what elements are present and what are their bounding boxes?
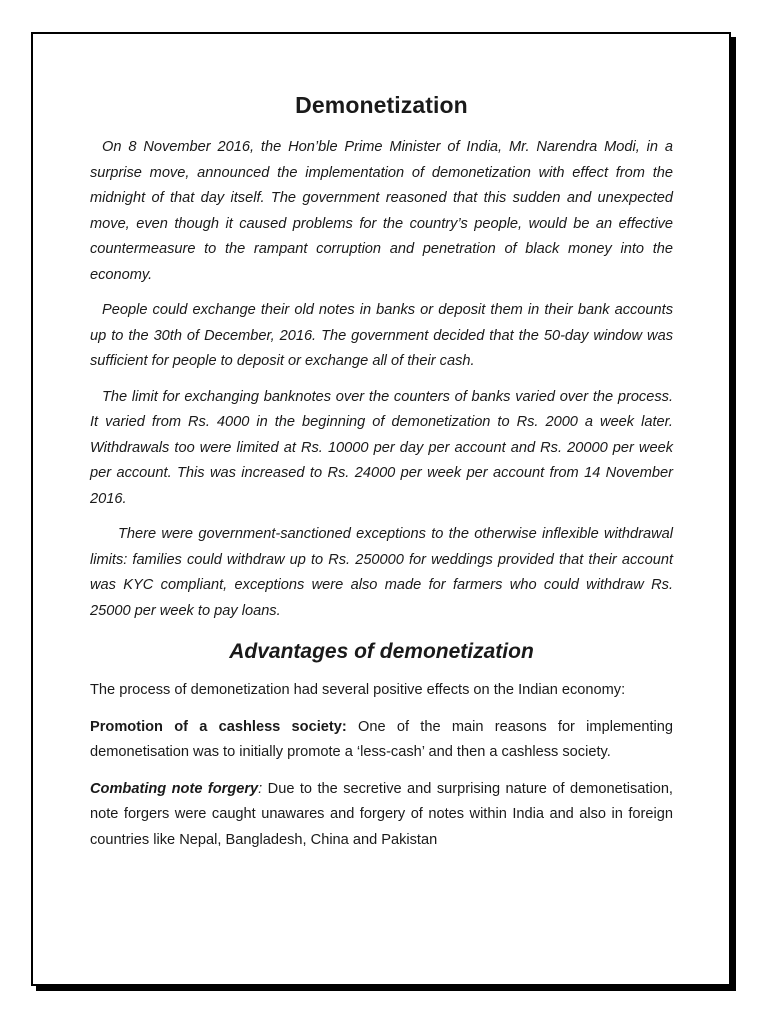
advantages-intro: The process of demonetization had several positive effects on the Indian economy: [90,682,626,698]
advantage-text: One of the main reasons for implementing demonetisation was to initially promote a ‘less-cash’ and then a cashless society. [90,718,673,760]
label-separator: : [258,780,263,797]
label-separator: : [341,718,347,735]
paragraph-withdrawal-limits: The limit for exchanging banknotes over the counters of banks varied over the process. It varied from Rs. 4000 in the beginning of demonetization to Rs. 2000 a week later. Withdrawals too were limited at Rs. 10000 per day per account and Rs. 20000 per week per account. This was increased to Rs. 24000 per week per account from 14 November 2016. [90,388,673,507]
document-content [90,92,673,864]
document-title: Demonetization [295,92,468,118]
advantage-text: Due to the secretive and surprising nature of demonetisation, note forgers were caught unawares and forgery of notes within India and also in foreign countries like Nepal, Bangladesh, China and Pakistan [90,780,673,848]
advantage-note-forgery [90,777,673,854]
paragraph-announcement: On 8 November 2016, the Hon’ble Prime Minister of India, Mr. Narendra Modi, in a surprise move, announced the implementation of demonetization with effect from the midnight of that day itself. The government reasoned that this sudden and unexpected move, even though it caused problems for the country’s people, would be an effective countermeasure to the rampant corruption and penetration of black money into the economy. [90,139,673,283]
advantage-cashless-society [90,715,673,766]
advantage-label: Promotion of a cashless society [90,718,342,735]
advantages-heading: Advantages of demonetization [229,640,534,663]
paragraph-exchange-window: People could exchange their old notes in banks or deposit them in their bank accounts up to the 30th of December, 2016. The government decided that the 50-day window was sufficient for people to deposit or exchange all of their cash. [90,302,673,369]
advantage-label: Combating note forgery [90,780,259,797]
paragraph-exceptions: There were government-sanctioned exceptions to the otherwise inflexible withdrawal limits: families could withdraw up to Rs. 250000 for weddings provided that their account was KYC compliant, exceptions were also made for farmers who could withdraw Rs. 25000 per week to pay loans. [90,526,673,619]
